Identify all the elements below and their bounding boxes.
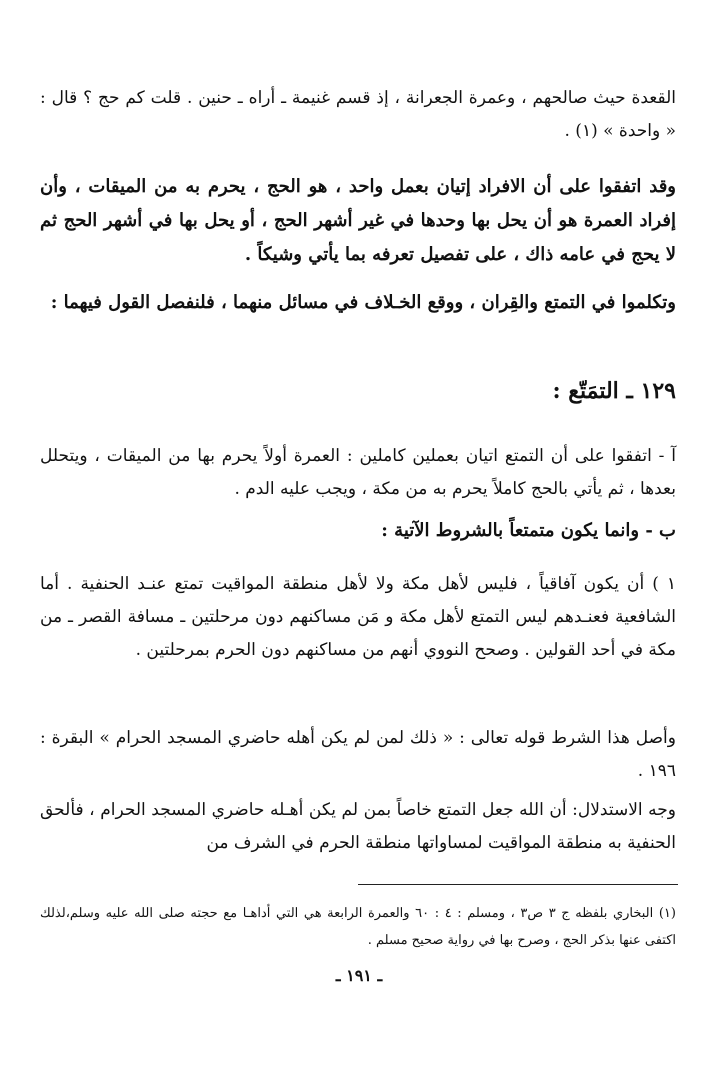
- paragraph-opening: القعدة حيث صالحهم ، وعمرة الجعرانة ، إذ قسم غنيمة ـ أراه ـ حنين . قلت كم حج ؟ قال : « واحدة » (١) .: [40, 88, 676, 141]
- footnote-divider: [358, 884, 678, 885]
- paragraph-ifrad: وقد اتفقوا على أن الافراد إتيان بعمل واحد ، هو الحج ، يحرم به من الميقات ، وأن إفراد العمرة هو أن يحل بها وحدها في غير أشهر الحج ، أو يحل بها في أشهر الحج ثم لا يحج في عامه ذاك ، على تفصيل تعرفه بما يأتي وشيكاً .: [40, 176, 676, 265]
- page-number: ـ ١٩١ ـ: [335, 966, 383, 985]
- paragraph-origin: وأصل هذا الشرط قوله تعالى : « ذلك لمن لم يكن أهله حاضري المسجد الحرام » البقرة : ١٩٦ .: [40, 728, 676, 781]
- condition-1: ١ ) أن يكون آفاقياً ، فليس لأهل مكة ولا لأهل منطقة المواقيت تمتع عنـد الحنفية . أما الشافعية فعنـدهم ليس التمتع لأهل مكة و مَن مساكنهم دون مرحلتين ـ مسافة القصر ـ من مكة في أحد القولين . وصحح النووي أنهم من مساكنهم دون الحرم بمرحلتين .: [40, 574, 676, 660]
- footnote: (١) البخاري بلفظه ج ٣ ص٣ ، ومسلم : ٤ : ٦٠ والعمرة الرابعة هي التي أداهـا مع حجته صلى الله عليه وسلم،لذلك اكتفى عنها بذكر الحج ، وصرح بها في رواية صحيح مسلم .: [40, 906, 676, 948]
- paragraph-tamattu-qiran: وتكلموا في التمتع والقِران ، ووقع الخـلاف في مسائل منهما ، فلنفصل القول فيهما :: [50, 292, 676, 313]
- paragraph-evidence: وجه الاستدلال: أن الله جعل التمتع خاصاً بمن لم يكن أهـله حاضري المسجد الحرام ، فألحق الحنفية به منطقة المواقيت لمساواتها منطقة الحرم في الشرف من: [40, 800, 676, 853]
- point-a: آ - اتفقوا على أن التمتع اتيان بعملين كاملين : العمرة أولاً يحرم بها من الميقات ، ويتحلل بعدها ، ثم يأتي بالحج كاملاً يحرم به من مكة ، ويجب عليه الدم .: [40, 446, 676, 499]
- point-b: ب - وانما يكون متمتعاً بالشروط الآتية :: [381, 520, 676, 541]
- section-heading: ١٢٩ ـ التمَتّع :: [552, 378, 676, 404]
